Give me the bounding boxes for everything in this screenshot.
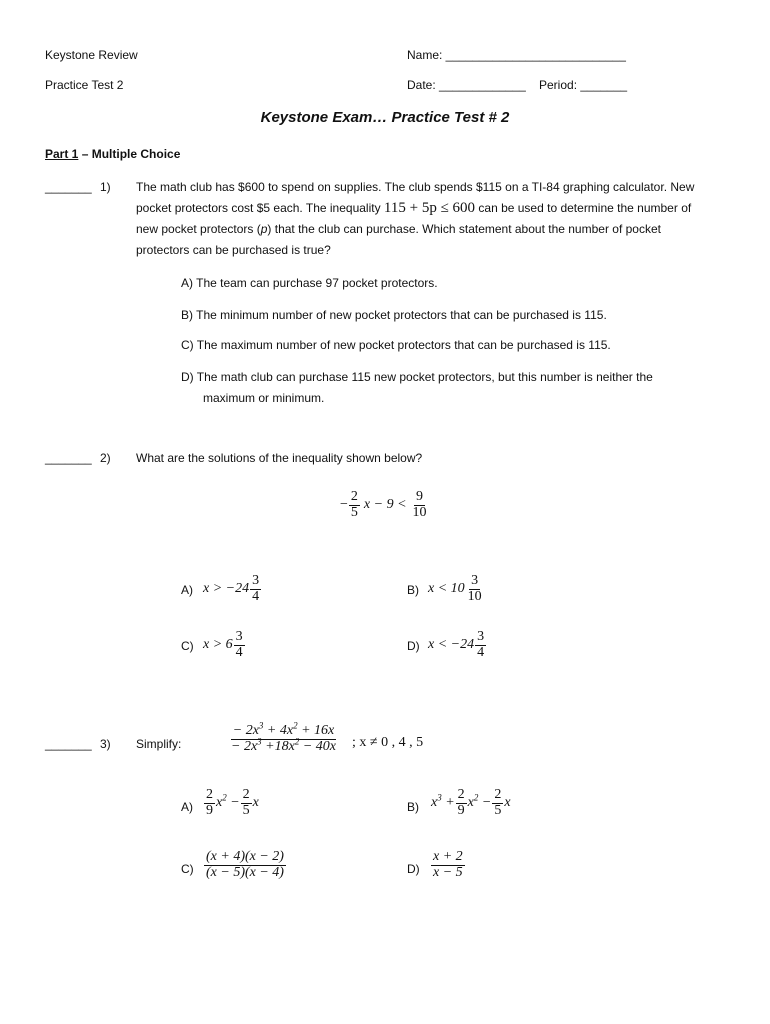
q2-choice-a-label[interactable]: A): [181, 583, 193, 597]
q2-prompt: What are the solutions of the inequality shown below?: [136, 451, 423, 465]
q1-choice-d-cont: maximum or minimum.: [203, 391, 325, 405]
q2-choice-b-label[interactable]: B): [407, 583, 419, 597]
q1-line-3: [136, 219, 661, 240]
q3-numerator: − $2x^3 + 4x^2 + 16x$: [232, 720, 335, 738]
q2-a-num: 3: [252, 573, 260, 588]
q2-d-num: 3: [477, 629, 485, 644]
q3-a-n1: 2: [206, 787, 213, 802]
q3-choice-c[interactable]: [203, 850, 287, 880]
part-title: – Multiple Choice: [78, 147, 181, 161]
q3-choice-a-label[interactable]: A): [181, 800, 193, 814]
q1-line-3-text-b: ) that the club can purchase. Which statement about the number of pocket: [267, 222, 661, 236]
q2-choice-c[interactable]: [203, 630, 246, 660]
q2-b-lhs: x < 10: [428, 581, 465, 597]
course-label: Keystone Review: [45, 48, 138, 62]
q1-line-2-text-b: can be used to determine the number of: [475, 201, 692, 215]
q3-b-d1: 9: [457, 802, 465, 818]
q3-choice-d[interactable]: [430, 850, 466, 880]
q2-choice-c-label[interactable]: C): [181, 639, 194, 653]
q2-choice-b[interactable]: [428, 574, 485, 604]
q2-b-num: 3: [471, 573, 479, 588]
answer-blank-2[interactable]: _______: [45, 451, 92, 465]
q3-choice-a[interactable]: $\frac{2}{9}$ $x^2$ − $\frac{2}{5}$ x: [206, 787, 259, 818]
q3-choice-d-label[interactable]: D): [407, 862, 420, 876]
q2-rfrac-den: 10: [412, 504, 427, 520]
q3-b-n1: 2: [457, 787, 465, 802]
q3-choice-b[interactable]: $x^3$ + $\frac{2}{9}$ $x^2$ − $\frac{2}{5}$ x: [431, 787, 511, 818]
q3-c-den: (x − 5)(x − 4): [206, 864, 284, 880]
q1-choice-a[interactable]: A) The team can purchase 97 pocket protectors.: [181, 276, 438, 290]
q2-b-den: 10: [467, 588, 482, 604]
q3-a-n2: 2: [242, 787, 250, 802]
q1-inequality: 115 + 5p ≤ 600: [383, 200, 476, 216]
q1-line-3-text-a: new pocket protectors (: [136, 222, 261, 236]
q3-condition: ; x ≠ 0 , 4 , 5: [352, 735, 424, 750]
q1-choice-d[interactable]: D) The math club can purchase 115 new pocket protectors, but this number is neither the: [181, 370, 653, 384]
answer-blank-1[interactable]: _______: [45, 180, 92, 194]
q1-line-4: protectors can be purchased is true?: [136, 243, 331, 257]
q2-choice-d-label[interactable]: D): [407, 639, 420, 653]
q3-b-n2: 2: [494, 787, 502, 802]
q2-rfrac-num: 9: [416, 489, 424, 504]
q3-c-num: (x + 4)(x − 2): [206, 849, 284, 864]
q3-a-d1: 9: [206, 802, 213, 818]
part-heading: [45, 144, 180, 165]
q2-c-lhs: x > 6: [203, 637, 233, 653]
q2-d-den: 4: [477, 644, 485, 660]
q1-choice-b[interactable]: B) The minimum number of new pocket protectors that can be purchased is 115.: [181, 308, 607, 322]
q2-d-lhs: x < −24: [428, 637, 475, 653]
q3-a-d2: 5: [242, 802, 250, 818]
q2-ineq-mid: x − 9 <: [363, 497, 407, 513]
q3-b-d2: 5: [494, 802, 502, 818]
q3-d-den: x − 5: [433, 864, 463, 880]
q1-line-2-text-a: pocket protectors cost $5 each. The inequality: [136, 201, 384, 215]
name-field[interactable]: Name: ___________________________: [407, 48, 626, 62]
q2-a-den: 4: [252, 588, 260, 604]
q2-c-den: 4: [235, 644, 243, 660]
q3-expression: [228, 720, 339, 754]
q1-choice-c[interactable]: C) The maximum number of new pocket protectors that can be purchased is 115.: [181, 338, 611, 352]
page-title: Keystone Exam… Practice Test # 2: [260, 109, 510, 126]
q2-choice-a[interactable]: [203, 574, 262, 604]
test-label: Practice Test 2: [45, 78, 124, 92]
q3-prompt: Simplify:: [136, 737, 182, 751]
q1-variable: p: [260, 222, 268, 236]
q3-denominator: − $2x^3 +18x^2 - 40x$: [231, 736, 337, 754]
q3-choice-c-label[interactable]: C): [181, 862, 194, 876]
q1-line-1: The math club has $600 to spend on supplies. The club spends $115 on a TI-84 graphing calculator. New: [136, 180, 695, 194]
q1-line-2: [136, 198, 691, 219]
part-number: Part 1: [45, 147, 79, 161]
q2-a-lhs: x > −24: [203, 581, 250, 597]
q2-c-num: 3: [235, 629, 243, 644]
date-field[interactable]: Date: _____________: [407, 78, 526, 92]
question-number-2: 2): [100, 451, 111, 465]
q3-choice-b-label[interactable]: B): [407, 800, 419, 814]
q3-d-num: x + 2: [433, 849, 463, 864]
period-field[interactable]: Period: _______: [539, 78, 628, 92]
q2-frac-num: 2: [350, 489, 358, 504]
q2-inequality: [340, 490, 430, 520]
question-number-3: 3): [100, 737, 111, 751]
q2-choice-d[interactable]: [428, 630, 487, 660]
q2-minus: −: [340, 497, 348, 513]
answer-blank-3[interactable]: _______: [45, 737, 92, 751]
question-number-1: 1): [100, 180, 111, 194]
q2-frac-den: 5: [350, 504, 358, 520]
